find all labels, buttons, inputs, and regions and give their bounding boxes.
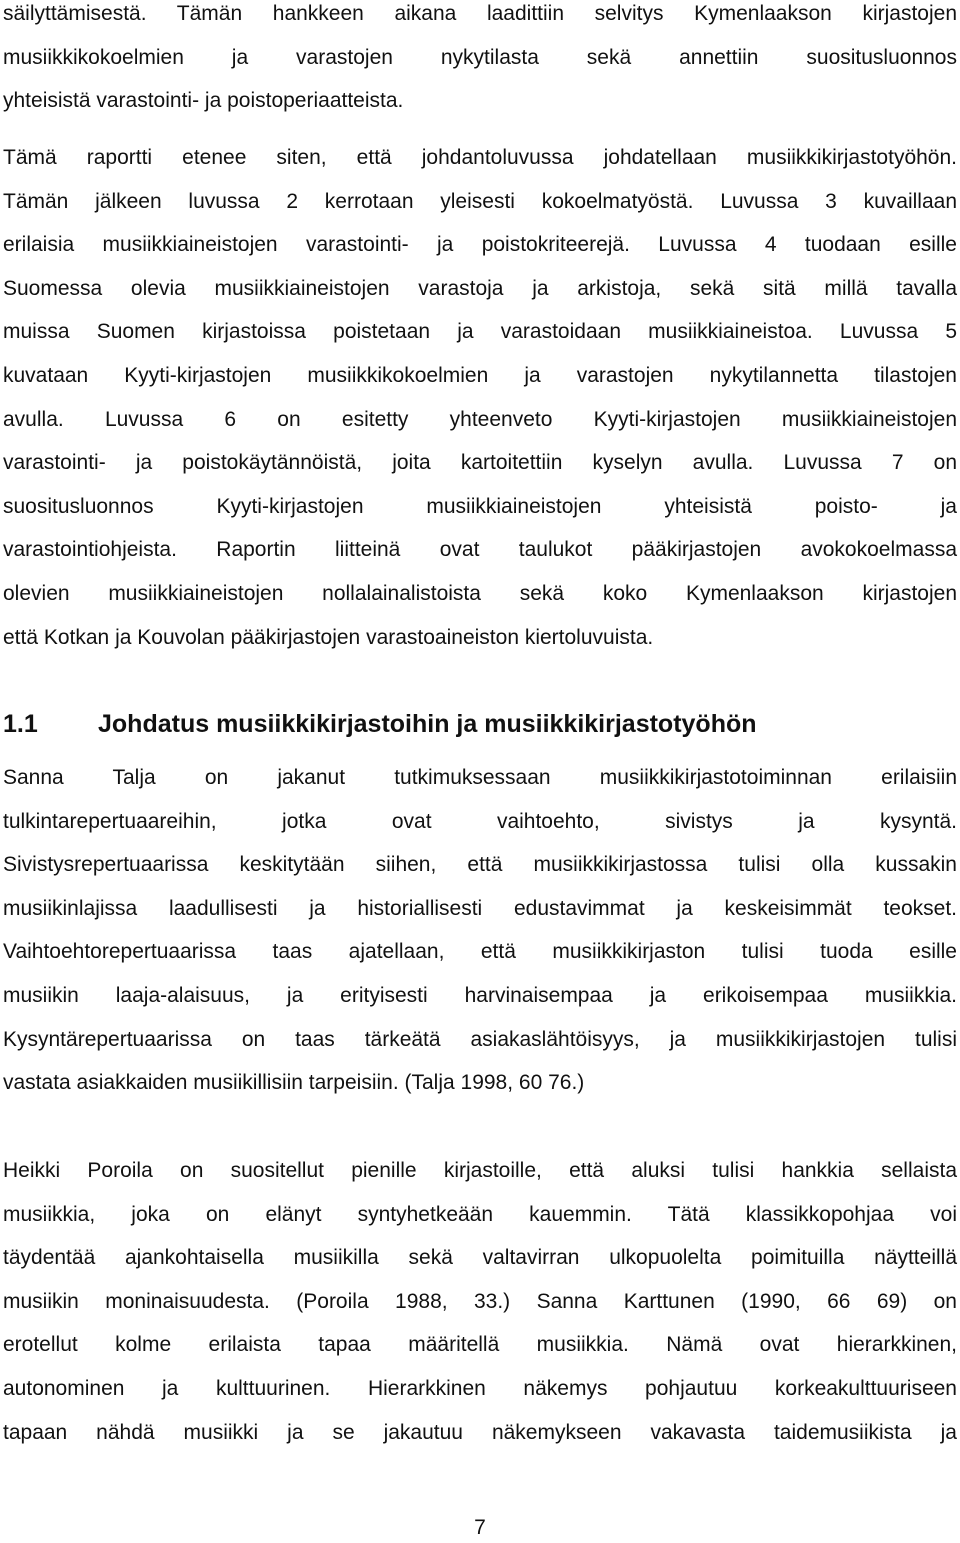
text-line: Heikki Poroila on suositellut pienille kirjastoille, että aluksi tulisi hankkia sellaista bbox=[3, 1159, 957, 1182]
text-line: erotellut kolme erilaista tapaa määritellä musiikkia. Nämä ovat hierarkkinen, bbox=[3, 1333, 957, 1357]
text-line: musiikkia, joka on elänyt syntyhetkeään kauemmin. Tätä klassikkopohjaa voi bbox=[3, 1202, 957, 1226]
text-line: Sivistysrepertuaarissa keskitytään siihen, että musiikkikirjastossa tulisi olla kussakin bbox=[3, 853, 957, 877]
text-line: erilaisia musiikkiaineistojen varastointi- ja poistokriteerejä. Luvussa 4 tuodaan esille bbox=[3, 233, 957, 257]
section-title: Johdatus musiikkikirjastoihin ja musiikkikirjastotyöhön bbox=[98, 710, 757, 738]
text-line: olevien musiikkiaineistojen nollalainalistoista sekä koko Kymenlaakson kirjastojen bbox=[3, 581, 957, 605]
text-line: yhteisistä varastointi- ja poistoperiaatteista. bbox=[3, 89, 404, 113]
paragraph-intro-continued bbox=[3, 0, 957, 123]
section-heading bbox=[3, 701, 957, 747]
text-line: tulkintarepertuaareihin, jotka ovat vaihtoehto, sivistys ja kysyntä. bbox=[3, 809, 957, 833]
text-line: autonominen ja kulttuurinen. Hierarkkinen näkemys pohjautuu korkeakulttuuriseen bbox=[3, 1376, 957, 1400]
section-number: 1.1 bbox=[3, 710, 38, 738]
page-number: 7 bbox=[474, 1516, 486, 1539]
text-line: suositusluonnos Kyyti-kirjastojen musiikkiaineistojen yhteisistä poisto- ja bbox=[3, 494, 957, 518]
text-line: musiikinlajissa laadullisesti ja historiallisesti edustavimmat ja keskeisimmät teokset. bbox=[3, 896, 957, 920]
text-line: avulla. Luvussa 6 on esitetty yhteenveto Kyyti-kirjastojen musiikkiaineistojen bbox=[3, 407, 957, 431]
paragraph-report-structure bbox=[3, 136, 957, 659]
text-line: täydentää ajankohtaisella musiikilla sekä valtavirran ulkopuolelta poimituilla näytteillä bbox=[3, 1246, 957, 1270]
text-line: Tämä raportti etenee siten, että johdantoluvussa johdatellaan musiikkikirjastotyöhön. bbox=[3, 146, 957, 169]
text-line: Sanna Talja on jakanut tutkimuksessaan musiikkikirjastotoiminnan erilaisiin bbox=[3, 766, 957, 789]
text-line: musiikin laaja-alaisuus, ja erityisesti harvinaisempaa ja erikoisempaa musiikkia. bbox=[3, 983, 957, 1007]
text-line: varastointiohjeista. Raportin liitteinä ovat taulukot pääkirjastojen avokokoelmassa bbox=[3, 538, 957, 562]
text-line: Vaihtoehtorepertuaarissa taas ajatellaan, että musiikkikirjaston tulisi tuoda esille bbox=[3, 940, 957, 964]
text-line: musiikin moninaisuudesta. (Poroila 1988, 33.) Sanna Karttunen (1990, 66 69) on bbox=[3, 1289, 957, 1313]
text-line: Tämän jälkeen luvussa 2 kerrotaan yleisesti kokoelmatyöstä. Luvussa 3 kuvaillaan bbox=[3, 189, 957, 213]
paragraph-poroila bbox=[3, 1149, 957, 1454]
text-line: musiikkikokoelmien ja varastojen nykytilasta sekä annettiin suositusluonnos bbox=[3, 45, 957, 69]
text-line: vastata asiakkaiden musiikillisiin tarpeisiin. (Talja 1998, 60 76.) bbox=[3, 1071, 585, 1095]
text-line: kuvataan Kyyti-kirjastojen musiikkikokoelmien ja varastojen nykytilannetta tilastojen bbox=[3, 363, 957, 387]
text-line: että Kotkan ja Kouvolan pääkirjastojen varastoaineiston kiertoluvuista. bbox=[3, 625, 654, 649]
text-line: Suomessa olevia musiikkiaineistojen varastoja ja arkistoja, sekä sitä millä tavalla bbox=[3, 276, 957, 300]
text-line: Kysyntärepertuaarissa on taas tärkeätä asiakaslähtöisyys, ja musiikkikirjastojen tulisi bbox=[3, 1027, 957, 1051]
paragraph-talja bbox=[3, 756, 957, 1105]
text-line: varastointi- ja poistokäytännöistä, joita kartoitettiin kyselyn avulla. Luvussa 7 on bbox=[3, 451, 957, 475]
text-line: säilyttämisestä. Tämän hankkeen aikana laadittiin selvitys Kymenlaakson kirjastojen bbox=[3, 2, 957, 25]
text-line: muissa Suomen kirjastoissa poistetaan ja varastoidaan musiikkiaineistoa. Luvussa 5 bbox=[3, 320, 957, 344]
text-line: tapaan nähdä musiikki ja se jakautuu näkemykseen vakavasta taidemusiikista ja bbox=[3, 1420, 957, 1444]
